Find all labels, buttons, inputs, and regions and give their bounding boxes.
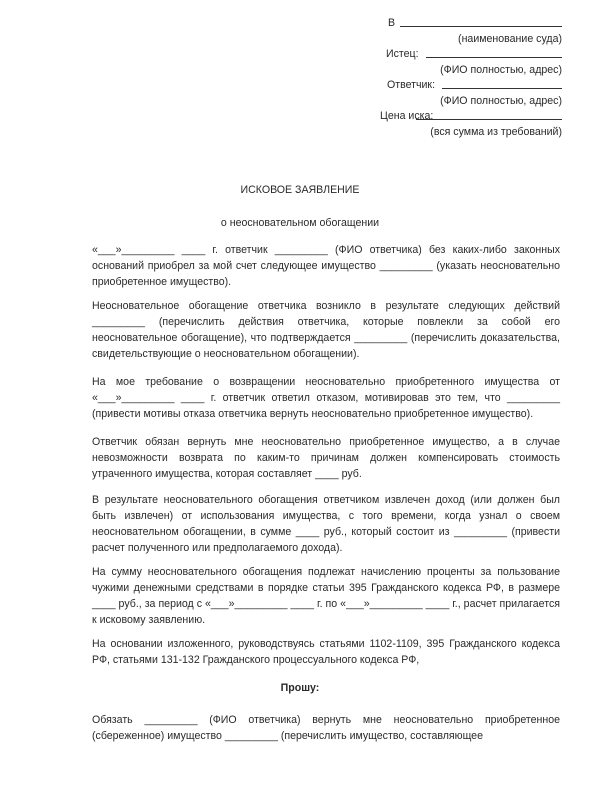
plaintiff-hint: (ФИО полностью, адрес) [440,64,562,76]
paragraph-3: На мое требование о возвращении неосновательно приобретенного имущества от «___»_________ ____ г. ответчик ответил отказом, мотивировав это тем, что _________ (привести мотивы отказа ответчика вернуть неосновательно приобретенное имущество). [92,376,560,420]
court-row [330,15,570,31]
claim-price-label: Цена иска: [380,110,434,122]
paragraph-7: На основании изложенного, руководствуясь статьями 1102-1109, 395 Гражданского кодекса РФ, статьями 131-132 Гражданского процессуального кодекса РФ, [92,638,560,666]
document-subtitle: о неосновательном обогащении [220,217,380,229]
paragraph-2: Неосновательное обогащение ответчика возникло в результате следующих действий _________ (перечислить действия ответчика, которые повлекли за собой его неосновательное обогащение), что подтверждается _________ (перечислить доказательства, свидетельствующие о неосновательном обогащении). [92,300,560,360]
paragraph-4: Ответчик обязан вернуть мне неосновательно приобретенное имущество, а в случае невозможности возврата по каким-то причинам должен компенсировать стоимость утраченного имущества, которая составляет ____ руб. [92,436,560,480]
header-block [330,15,570,139]
request-heading: Прошу: [280,682,320,694]
defendant-blank [442,88,562,89]
claim-price-row [330,108,570,124]
claim-price-hint: (вся сумма из требований) [430,126,562,138]
defendant-row [330,77,570,93]
paragraph-5: В результате неосновательного обогащения ответчиком извлечен доход (или должен был быть извлечен) от использования имущества, с того времени, когда узнал о своем неосновательном обогащении, в сумме ____ руб., который состоит из _________ (привести расчет полученного или предполагаемого дохода). [92,494,560,554]
defendant-hint: (ФИО полностью, адрес) [440,95,562,107]
request-text: Обязать _________ (ФИО ответчика) вернуть мне неосновательно приобретенное (сбереженное) имущество _________ (перечислить имущество, составляющее [92,714,560,742]
document-title: ИСКОВОЕ ЗАЯВЛЕНИЕ [240,184,360,196]
paragraph-6: На сумму неосновательного обогащения подлежат начислению проценты за пользование чужими денежными средствами в порядке статьи 395 Гражданского кодекса РФ, в размере ____ руб., за период с «___»_________ ____ г. по «___»_________ ____ г., расчет прилагается к исковому заявлению. [92,566,560,626]
claim-price-blank [416,119,562,120]
court-label: В [388,17,396,29]
plaintiff-blank [426,57,562,58]
plaintiff-row [330,46,570,62]
plaintiff-label: Истец: [386,48,419,60]
court-blank [400,26,562,27]
defendant-label: Ответчик: [387,79,436,91]
court-hint: (наименование суда) [458,33,562,45]
paragraph-1: «___»_________ ____ г. ответчик _________ (ФИО ответчика) без каких-либо законных оснований приобрел за мой счет следующее имущество _________ (указать неосновательно приобретенное имущество). [92,244,560,288]
